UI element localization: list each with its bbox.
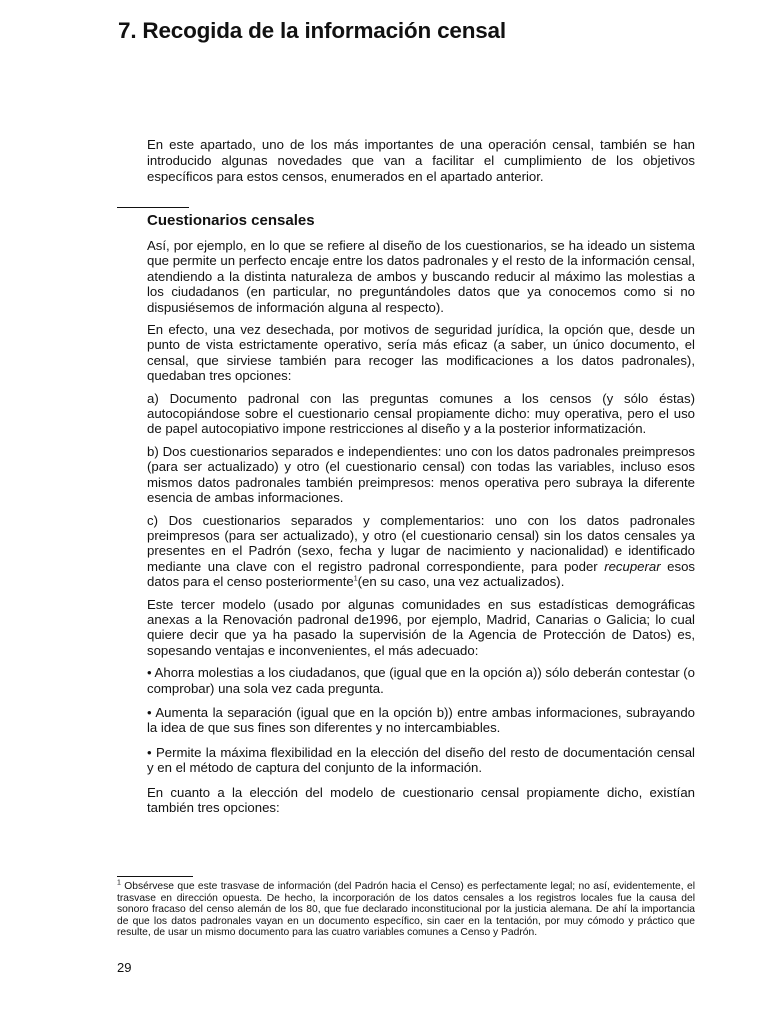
paragraph: Este tercer modelo (usado por algunas comunidades en sus estadísticas demográficas anexas a la Renovación padronal de1996, por ejemplo, Madrid, Canarias o Galicia; lo cual quiere decir que ya ha pasado la supervisión de la Agencia de Protección de Datos) es, sopesando ventajas e inconvenientes, el más adecuado: bbox=[147, 596, 695, 658]
page-number: 29 bbox=[117, 960, 132, 975]
bullet-item: • Permite la máxima flexibilidad en la elección del diseño del resto de documentación censal y en el método de captura del conjunto de la información. bbox=[147, 744, 695, 776]
body-text bbox=[147, 238, 695, 822]
option-c-paragraph bbox=[147, 513, 695, 590]
page-title: 7. Recogida de la información censal bbox=[118, 18, 506, 43]
footnote-text: Obsérvese que este trasvase de información (del Padrón hacia el Censo) es perfectamente legal; no así, evidentemente, el trasvase en dirección opuesta. De hecho, la incorporación de los datos censales a los registros locales fue la causa del sonoro fracaso del censo alemán de los 80, que fue declarado inconstitucional por la justicia alemana. De ahí la importancia de que los datos padronales vayan en un documento específico, sin caer en la tentación, por muy cómodo y práctico que resulte, de usar un mismo documento para las cuatro variables comunes a Censo y Padrón. bbox=[117, 881, 695, 939]
text-run: (en su caso, una vez actualizados). bbox=[357, 574, 565, 590]
option-b-paragraph: b) Dos cuestionarios separados e independientes: uno con los datos padronales preimpresos (para ser actualizado) y otro (el cuestionario censal) con todas las variables, incluso esos mismos datos padronales también preimpresos: menos operativa pero subraya la diferente esencia de ambas informaciones. bbox=[147, 443, 695, 506]
paragraph: En efecto, una vez desechada, por motivos de seguridad jurídica, la opción que, desde un punto de vista estrictamente operativo, sería más eficaz (a saber, un único documento, el censal, que sirviese también para recoger las modificaciones a los datos padronales), quedaban tres opciones: bbox=[147, 322, 695, 384]
footnote-divider bbox=[117, 876, 193, 877]
italic-word: recuperar bbox=[604, 558, 661, 574]
footnote-reference[interactable]: 1 bbox=[353, 575, 358, 583]
paragraph: En cuanto a la elección del modelo de cuestionario censal propiamente dicho, existían también tres opciones: bbox=[147, 784, 695, 815]
section-divider bbox=[117, 207, 189, 208]
paragraph: Así, por ejemplo, en lo que se refiere al diseño de los cuestionarios, se ha ideado un sistema que permite un perfecto encaje entre los datos padronales y el resto de la información censal, atendiendo a la distinta naturaleza de ambos y buscando reducir al máximo las molestias a los ciudadanos (en particular, no preguntándoles datos que ya conocemos como si no dispusiésemos de información alguna al respecto). bbox=[147, 238, 695, 315]
intro-paragraph: En este apartado, uno de los más importantes de una operación censal, también se han introducido algunas novedades que van a facilitar el cumplimiento de los objetivos específicos para estos censos, enumerados en el apartado anterior. bbox=[147, 137, 695, 184]
footnote-marker: 1 bbox=[117, 879, 121, 887]
footnote bbox=[117, 881, 695, 939]
section-title: Cuestionarios censales bbox=[147, 212, 315, 229]
text-run: esos datos para el censo posteriormente bbox=[147, 558, 695, 590]
bullet-item: • Aumenta la separación (igual que en la opción b)) entre ambas informaciones, subrayando la idea de que sus fines son diferentes y no intercambiables. bbox=[147, 704, 695, 736]
text-run: c) Dos cuestionarios separados y complementarios: uno con los datos padronales preimpresos (para ser actualizado), y otro (el cuestionario censal) sin los datos censales ya presentes en el Padrón (sexo, fecha y lugar de nacimiento y nacionalidad) e identificado mediante una clave con el registro padronal correspondiente, para poder bbox=[147, 512, 695, 574]
bullet-item: • Ahorra molestias a los ciudadanos, que (igual que en la opción a)) sólo deberán contestar (o comprobar) una sola vez cada pregunta. bbox=[147, 665, 695, 696]
option-a-paragraph: a) Documento padronal con las preguntas comunes a los censos (y sólo éstas) autocopiándose sobre el cuestionario censal propiamente dicho: muy operativa, pero el uso de papel autocopiativo impone restricciones al diseño y a la posterior informatización. bbox=[147, 390, 695, 437]
